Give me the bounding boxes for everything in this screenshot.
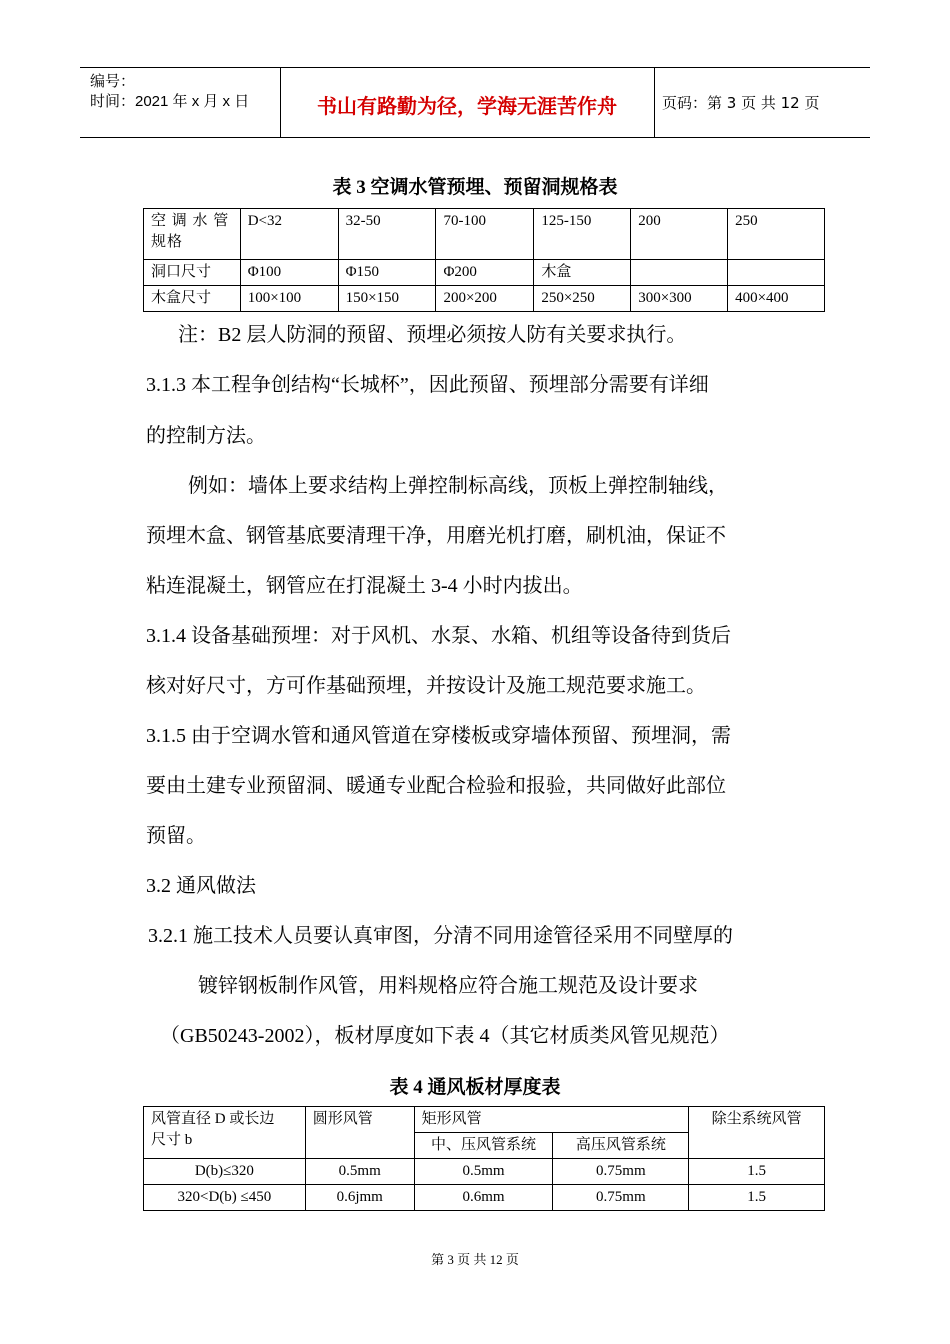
header-number: 编号： bbox=[90, 73, 136, 90]
paragraph-line: 核对好尺寸，方可作基础预埋，并按设计及施工规范要求施工。 bbox=[146, 675, 706, 697]
table3-title: 表 3 空调水管预埋、预留洞规格表 bbox=[332, 177, 618, 198]
table-row bbox=[144, 260, 825, 286]
table-cell: 0.6mm bbox=[414, 1185, 553, 1211]
paragraph-line: 要由土建专业预留洞、暖通专业配合检验和报验，共同做好此部位 bbox=[146, 775, 726, 797]
paragraph-line: （GB50243-2002），板材厚度如下表 4（其它材质类风管见规范） bbox=[160, 1025, 730, 1047]
note-paragraph: 注：B2 层人防洞的预留、预埋必须按人防有关要求执行。 bbox=[178, 324, 687, 346]
table4-title: 表 4 通风板材厚度表 bbox=[389, 1077, 561, 1098]
table-cell: 200 bbox=[631, 209, 728, 260]
header-motto: 书山有路勤为径，学海无涯苦作舟 bbox=[317, 94, 617, 118]
header-meta bbox=[90, 72, 249, 112]
paragraph-line: 镀锌钢板制作风管，用料规格应符合施工规范及设计要求 bbox=[198, 975, 698, 997]
paragraph-line: 粘连混凝土，钢管应在打混凝土 3-4 小时内拔出。 bbox=[146, 575, 583, 597]
paragraph-line: 的控制方法。 bbox=[146, 425, 266, 447]
table-row bbox=[144, 1185, 825, 1211]
paragraph-line: 3.2.1 施工技术人员要认真审图，分清不同用途管径采用不同壁厚的 bbox=[148, 925, 733, 947]
table-cell: D(b)≤320 bbox=[144, 1159, 306, 1185]
table-row bbox=[144, 1159, 825, 1185]
cell-text: 规格 bbox=[151, 234, 184, 250]
table-cell: 高压风管系统 bbox=[553, 1133, 689, 1159]
page-footer: 第 3 页 共 12 页 bbox=[431, 1252, 519, 1267]
table-cell: 200×200 bbox=[436, 286, 534, 312]
paragraph-line: 预留。 bbox=[146, 825, 206, 847]
table-cell: 洞口尺寸 bbox=[144, 260, 241, 286]
table-cell: 250×250 bbox=[534, 286, 631, 312]
table-row bbox=[144, 286, 825, 312]
table-cell: 木盒 bbox=[534, 260, 631, 286]
table-cell: Φ200 bbox=[436, 260, 534, 286]
paragraph-line: 例如：墙体上要求结构上弹控制标高线，顶板上弹控制轴线， bbox=[188, 475, 728, 497]
table-cell bbox=[144, 1107, 306, 1159]
header-divider bbox=[280, 68, 281, 137]
header-divider bbox=[654, 68, 655, 137]
page-header bbox=[80, 67, 870, 138]
table3 bbox=[143, 208, 825, 312]
table-cell: 矩形风管 bbox=[414, 1107, 689, 1133]
table-cell: 0.5mm bbox=[414, 1159, 553, 1185]
paragraph-line: 3.1.3 本工程争创结构“长城杯”，因此预留、预埋部分需要有详细 bbox=[146, 374, 709, 396]
table-cell: 1.5 bbox=[689, 1185, 825, 1211]
table-cell: 木盒尺寸 bbox=[144, 286, 241, 312]
table-cell: 320<D(b) ≤450 bbox=[144, 1185, 306, 1211]
table-cell: 70-100 bbox=[436, 209, 534, 260]
section-heading: 3.2 通风做法 bbox=[146, 875, 256, 897]
table-cell: 1.5 bbox=[689, 1159, 825, 1185]
paragraph-line: 预埋木盒、钢管基底要清理干净，用磨光机打磨，刷机油，保证不 bbox=[146, 525, 726, 547]
table-cell bbox=[728, 260, 825, 286]
table-cell: 250 bbox=[728, 209, 825, 260]
cell-text: 尺寸 b bbox=[151, 1132, 193, 1148]
table-cell: 中、压风管系统 bbox=[414, 1133, 553, 1159]
table-cell: 400×400 bbox=[728, 286, 825, 312]
paragraph-line: 3.1.5 由于空调水管和通风管道在穿楼板或穿墙体预留、预埋洞，需 bbox=[146, 725, 731, 747]
table-cell: 圆形风管 bbox=[305, 1107, 414, 1159]
table-cell: 125-150 bbox=[534, 209, 631, 260]
header-time: 时间：2021 年 x 月 x 日 bbox=[90, 93, 250, 110]
table-cell: 除尘系统风管 bbox=[689, 1107, 825, 1159]
table-row bbox=[144, 209, 825, 260]
paragraph-line: 3.1.4 设备基础预埋：对于风机、水泵、水箱、机组等设备待到货后 bbox=[146, 625, 731, 647]
table-cell: 150×150 bbox=[338, 286, 436, 312]
cell-text: 空 调 水 管 bbox=[151, 213, 230, 229]
table-cell: 0.5mm bbox=[305, 1159, 414, 1185]
table-cell bbox=[631, 260, 728, 286]
table-cell: 32-50 bbox=[338, 209, 436, 260]
table-cell bbox=[144, 209, 241, 260]
table-cell: 0.75mm bbox=[553, 1159, 689, 1185]
table-cell: Φ100 bbox=[240, 260, 338, 286]
table-cell: 300×300 bbox=[631, 286, 728, 312]
cell-text: 风管直径 D 或长边 bbox=[151, 1111, 275, 1127]
header-page-info: 页码：第 3 页 共 12 页 bbox=[662, 94, 820, 112]
table-cell: 100×100 bbox=[240, 286, 338, 312]
table-cell: D<32 bbox=[240, 209, 338, 260]
table4 bbox=[143, 1106, 825, 1211]
table-cell: 0.6jmm bbox=[305, 1185, 414, 1211]
table-cell: 0.75mm bbox=[553, 1185, 689, 1211]
table-cell: Φ150 bbox=[338, 260, 436, 286]
table-row bbox=[144, 1107, 825, 1133]
